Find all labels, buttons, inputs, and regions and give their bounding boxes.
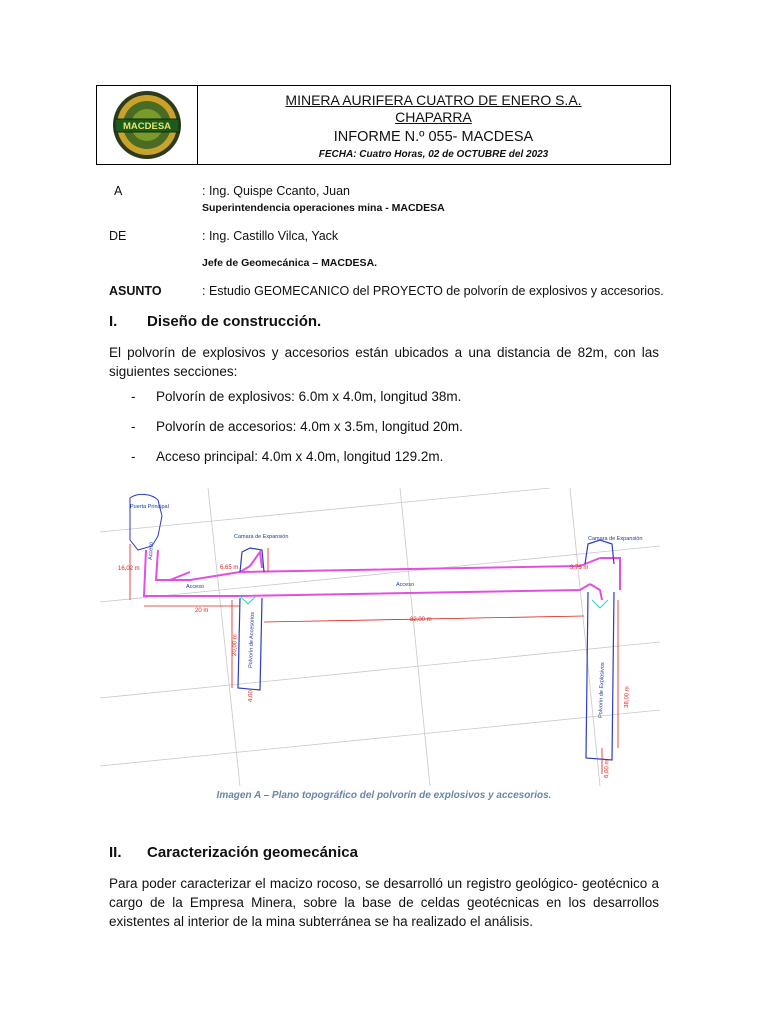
to-position: Superintendencia operaciones mina - MACDESA	[202, 202, 445, 214]
dim-375: 3,75 m	[570, 565, 589, 571]
site-name: CHAPARRA	[395, 109, 472, 125]
grid-lines	[100, 488, 660, 786]
to-value: : Ing. Quispe Ccanto, Juan	[202, 184, 351, 198]
bullet-item: - Polvorín de accesorios: 4.0m x 3.5m, longitud 20m.	[131, 419, 463, 434]
company-logo-cell	[97, 86, 198, 164]
bullet-item: - Acceso principal: 4.0m x 4.0m, longitud 129.2m.	[131, 449, 444, 464]
section-1-heading	[109, 313, 321, 330]
section-1-title: Diseño de construcción.	[147, 313, 322, 330]
dim-16: 16,02 m	[118, 566, 140, 572]
macdesa-logo	[109, 89, 185, 161]
label-polvorin-accesorios: Polvorín de Accesorios	[248, 611, 256, 669]
bullet-text: Polvorín de accesorios: 4.0m x 3.5m, longitud 20m.	[156, 419, 463, 434]
section-1-intro: El polvorín de explosivos y accesorios están ubicados a una distancia de 82m, con las siguientes secciones:	[109, 345, 659, 379]
dim-6: 6,00 m	[604, 759, 611, 779]
label-camara-1: Camara de Expansión	[234, 534, 289, 540]
gallery-outline	[238, 540, 614, 760]
dim-665: 6.65 m	[220, 565, 239, 571]
dim-38: 38,00 m	[624, 686, 631, 709]
label-camara-2: Camara de Expansión	[588, 536, 643, 542]
subject-value: : Estudio GEOMECANICO del PROYECTO de polvorín de explosivos y accesorios.	[202, 284, 664, 298]
report-header	[96, 85, 671, 165]
subject-label: ASUNTO	[109, 284, 162, 298]
dim-4: 4,00	[248, 690, 255, 703]
section-2-heading	[109, 844, 358, 861]
report-date: FECHA: Cuatro Horas, 02 de OCTUBRE del 2023	[318, 149, 549, 160]
section-2-title: Caracterización geomecánica	[147, 844, 358, 861]
section-1-number: I.	[109, 313, 118, 330]
to-label: A	[114, 184, 123, 198]
topographic-plan-figure	[100, 488, 660, 786]
portal-outline	[130, 494, 162, 550]
from-value: : Ing. Castillo Vilca, Yack	[202, 229, 339, 243]
dim-20-vertical: 20,00 m	[232, 634, 239, 657]
dim-82: 82,00 m	[410, 617, 432, 623]
bullet-text: Polvorín de explosivos: 6.0m x 4.0m, longitud 38m.	[156, 389, 462, 404]
from-position: Jefe de Geomecánica – MACDESA.	[202, 257, 378, 269]
figure-caption: Imagen A – Plano topográfico del polvorín de explosivos y accesorios.	[216, 790, 552, 801]
company-name: MINERA AURIFERA CUATRO DE ENERO S.A.	[285, 92, 582, 108]
dim-20: 20 m	[195, 608, 209, 614]
bullet-item: - Polvorín de explosivos: 6.0m x 4.0m, longitud 38m.	[131, 389, 462, 404]
junction-marks	[240, 596, 608, 608]
label-acceso-1: Acceso	[186, 584, 205, 590]
section-2-body: Para poder caracterizar el macizo rocoso, se desarrolló un registro geológico- geotécnico a cargo de la Empresa Minera, sobre la base de celdas geotécnicas en los desarrollos existentes al interior de la mina subterránea se ha realizado el análisis.	[109, 876, 659, 929]
label-puerta: Puerta Principal	[130, 504, 169, 510]
section-2-number: II.	[109, 844, 122, 861]
header-title-block	[197, 86, 670, 164]
from-label: DE	[109, 229, 127, 243]
report-number: INFORME N.º 055- MACDESA	[333, 129, 534, 145]
label-acceso-2: Acceso	[396, 582, 415, 588]
label-polvorin-explosivos: Polvorín de Explosivos	[598, 662, 606, 719]
label-acceso-vertical: Acceso	[148, 541, 155, 561]
svg-text:MACDESA: MACDESA	[122, 121, 172, 132]
bullet-text: Acceso principal: 4.0m x 4.0m, longitud 129.2m.	[156, 449, 444, 464]
